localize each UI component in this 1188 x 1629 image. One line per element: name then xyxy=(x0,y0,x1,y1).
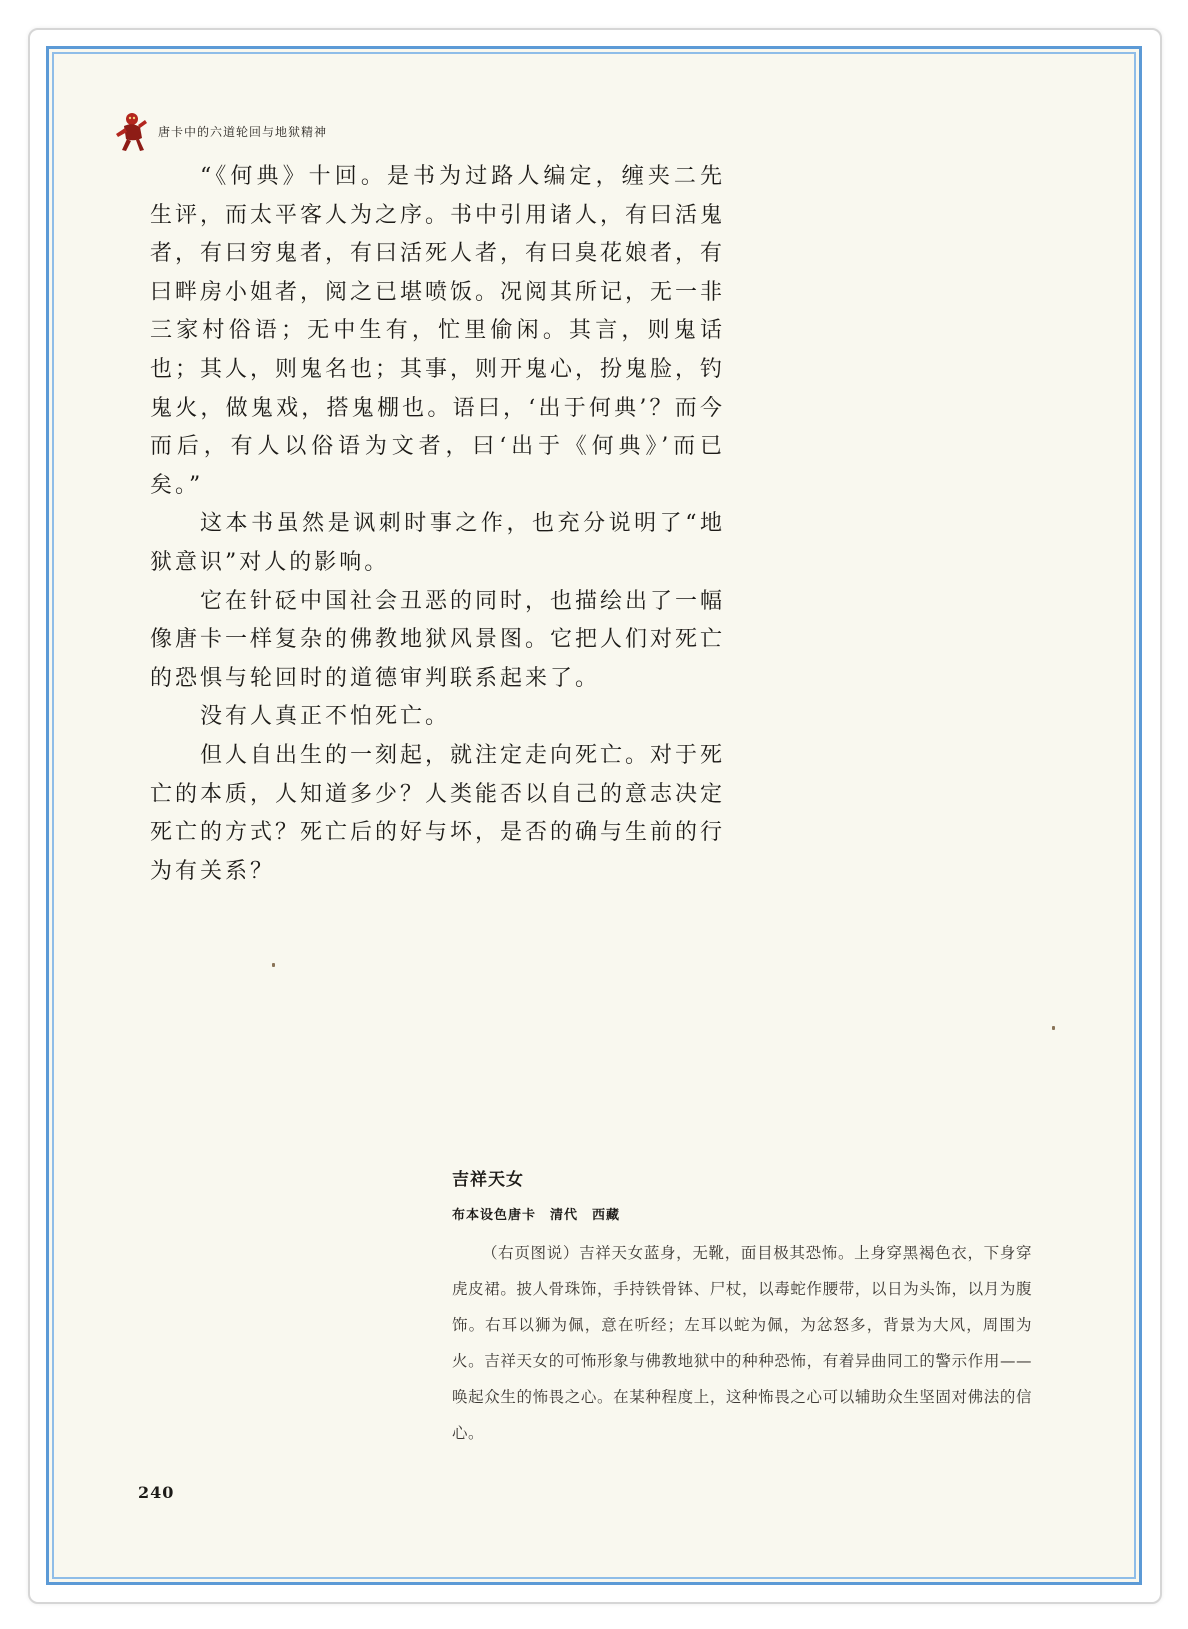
page-number: 240 xyxy=(138,1483,175,1502)
body-paragraph-satire: 这本书虽然是讽刺时事之作，也充分说明了“地狱意识”对人的影响。 xyxy=(150,511,725,575)
caption-text: （右页图说）吉祥天女蓝身，无靴，面目极其恐怖。上身穿黑褐色衣，下身穿虎皮裙。披人骨珠饰，手持铁骨钵、尸杖，以毒蛇作腰带，以日为头饰，以月为腹饰。右耳以狮为佩，意在听经；左耳以蛇为佩，为忿怒多，背景为大风，周围为火。吉祥天女的可怖形象与佛教地狱中的种种恐怖，有着异曲同工的警示作用——唤起众生的怖畏之心。在某种程度上，这种怖畏之心可以辅助众生坚固对佛法的信心。 xyxy=(452,1244,1032,1442)
dancing-figure-icon xyxy=(112,110,148,152)
body-paragraph-questions: 但人自出生的一刻起，就注定走向死亡。对于死亡的本质，人知道多少？人类能否以自己的意志决定死亡的方式？死亡后的好与坏，是否的确与生前的行为有关系？ xyxy=(150,742,726,884)
caption-subtitle: 布本设色唐卡 清代 西藏 xyxy=(452,1208,621,1223)
paper-speck xyxy=(272,963,275,967)
main-body-text xyxy=(150,158,725,891)
figure-caption xyxy=(452,1165,1032,1451)
paper-speck xyxy=(1052,1026,1055,1030)
caption-title: 吉祥天女 xyxy=(452,1170,524,1190)
body-paragraph-hell-landscape: 它在针砭中国社会丑恶的同时，也描绘出了一幅像唐卡一样复杂的佛教地狱风景图。它把人们对死亡的恐惧与轮回时的道德审判联系起来了。 xyxy=(150,588,726,691)
running-head xyxy=(112,110,327,152)
running-head-title: 唐卡中的六道轮回与地狱精神 xyxy=(158,124,328,139)
body-paragraph-quote: “《何典》十回。是书为过路人编定，缠夹二先生评，而太平客人为之序。书中引用诸人，有曰活鬼者，有曰穷鬼者，有曰活死人者，有曰臭花娘者，有曰畔房小姐者，阅之已堪喷饭。况阅其所记，无一非三家村俗语；无中生有，忙里偷闲。其言，则鬼话也；其人，则鬼名也；其事，则开鬼心，扮鬼脸，钓鬼火，做鬼戏，搭鬼棚也。语曰，‘出于何典’？而今而后，有人以俗语为文者，曰‘出于《何典》’而已矣。” xyxy=(150,164,726,498)
body-paragraph-fear-of-death: 没有人真正不怕死亡。 xyxy=(200,704,451,730)
